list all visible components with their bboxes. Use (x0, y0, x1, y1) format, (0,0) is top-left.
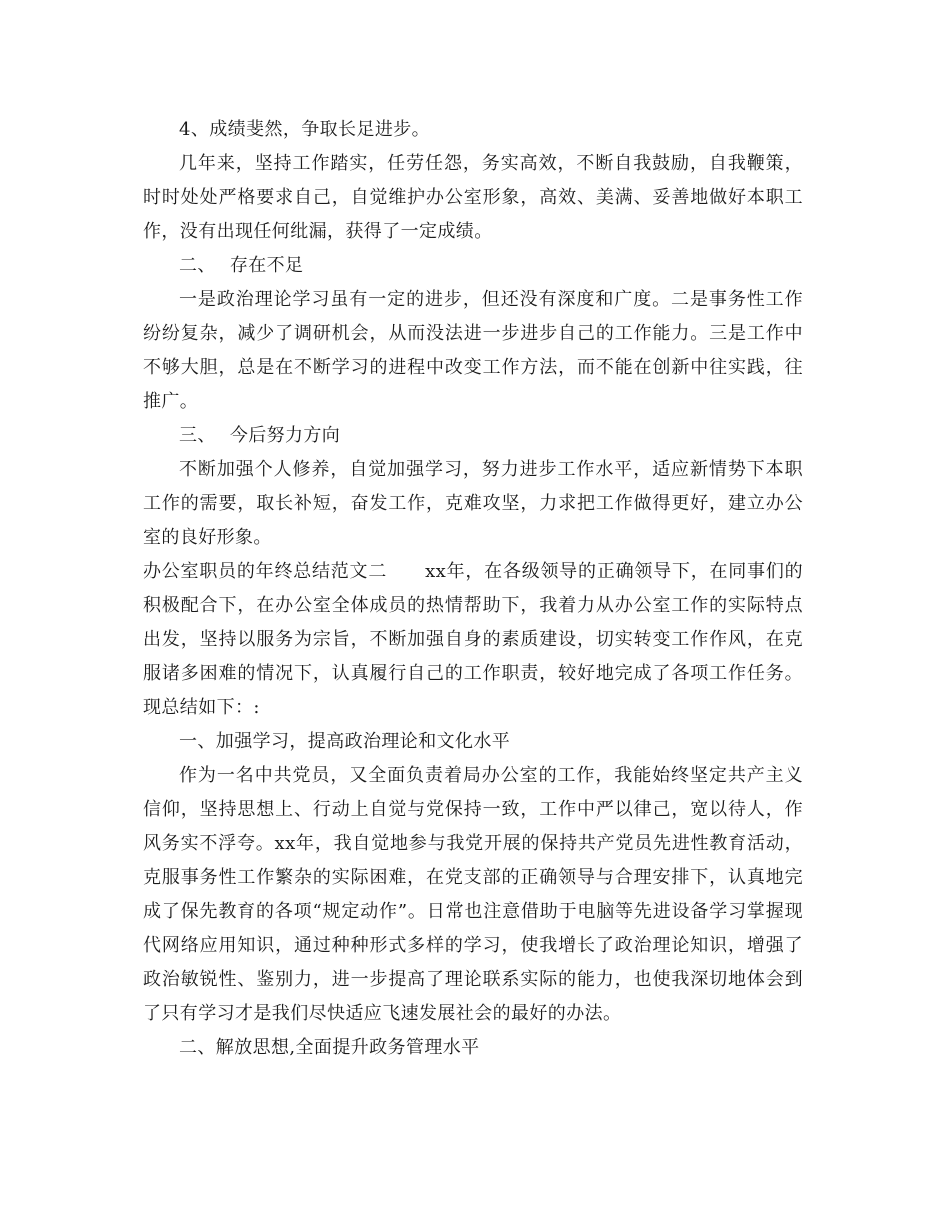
part-3-heading (143, 419, 803, 453)
part-3-title: 今后努力方向 (229, 425, 341, 446)
part-3-number: 三、 (179, 425, 216, 446)
article-2-section-1-paragraph: 作为一名中共党员，又全面负责着局办公室的工作，我能始终坚定共产主义信仰，坚持思想上、行动上自觉与党保持一致，工作中严以律己，宽以待人，作风务实不浮夸。xx年，我自觉地参与我党开展的保持共产党员先进性教育活动，克服事务性工作繁杂的实际困难，在党支部的正确领导与合理安排下，认真地完成了保先教育的各项“规定动作”。日常也注意借助于电脑等先进设备学习掌握现代网络应用知识，通过种种形式多样的学习，使我增长了政治理论知识，增强了政治敏锐性、鉴别力，进一步提高了理论联系实际的能力，也使我深切地体会到了只有学习才是我们尽快适应飞速发展社会的最好的办法。 (143, 765, 803, 1024)
article-2-intro-paragraph (143, 555, 803, 725)
article-2-title: 办公室职员的年终总结范文二 (143, 561, 388, 582)
article-2-section-1-heading: 一、加强学习，提高政治理论和文化水平 (179, 731, 511, 752)
article-2-section-2-heading: 二、解放思想,全面提升政务管理水平 (179, 1037, 480, 1058)
part-2-heading (143, 249, 803, 283)
part-2-title: 存在不足 (229, 255, 304, 276)
section-4-heading: 4、成绩斐然，争取长足进步。 (179, 119, 431, 140)
section-4-paragraph: 几年来，坚持工作踏实，任劳任怨，务实高效，不断自我鼓励，自我鞭策，时时处处严格要求自己，自觉维护办公室形象，高效、美满、妥善地做好本职工作，没有出现任何纰漏，获得了一定成绩。 (143, 153, 803, 242)
part-3-paragraph: 不断加强个人修养，自觉加强学习，努力进步工作水平，适应新情势下本职工作的需要，取长补短，奋发工作，克难攻坚，力求把工作做得更好，建立办公室的良好形象。 (143, 459, 803, 548)
document-page (143, 113, 803, 1065)
part-2-paragraph: 一是政治理论学习虽有一定的进步，但还没有深度和广度。二是事务性工作纷纷复杂，减少了调研机会，从而没法进一步进步自己的工作能力。三是工作中不够大胆，总是在不断学习的进程中改变工作方法，而不能在创新中往实践，往推广。 (143, 289, 803, 412)
part-2-number: 二、 (179, 255, 216, 276)
article-2-intro: xx年，在各级领导的正确领导下，在同事们的积极配合下，在办公室全体成员的热情帮助下，我着力从办公室工作的实际特点出发，坚持以服务为宗旨，不断加强自身的素质建设，切实转变工作作风，在克服诸多困难的情况下，认真履行自己的工作职责，较好地完成了各项工作任务。现总结如下：: (143, 561, 804, 718)
